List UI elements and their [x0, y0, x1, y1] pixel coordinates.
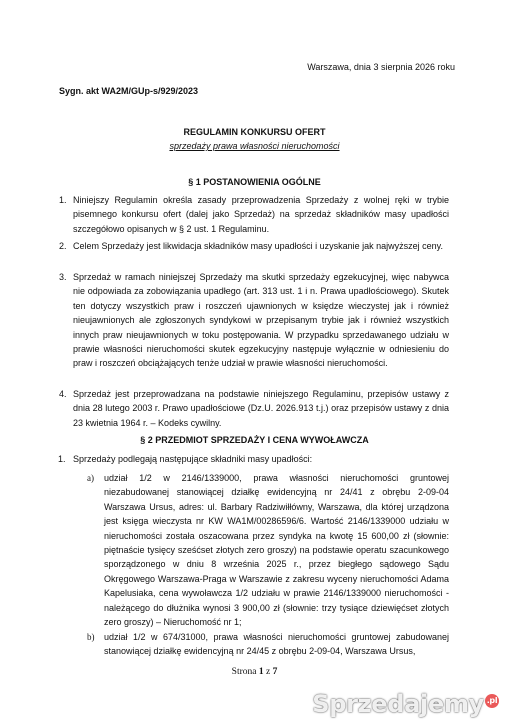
list-item: Sprzedaż jest przeprowadzana na podstawie niniejszego Regulaminu, przepisów ustawy z dnia 28 lutego 2003 r. Prawo upadłościowe (Dz.U. 2026.913 t.j.) oraz przepisów ustawy z dnia 23 kwietnia 1964 r. – Kodeks cywilny.: [73, 389, 449, 428]
list-item: Sprzedaży podlegają następujące składniki masy upadłości:: [73, 454, 313, 464]
sub-list-item: udział 1/2 w 674/31000, prawa własności nieruchomości gruntowej zabudowanej stanowiącej działkę ewidencyjną nr 24/45 z obrębu 2-09-04, Warszawa Ursus,: [104, 632, 449, 657]
section-2-heading: § 2 PRZEDMIOT SPRZEDAŻY I CENA WYWOŁAWCZA: [140, 435, 369, 445]
list-item: Sprzedaż w ramach niniejszej Sprzedaży ma skutki sprzedaży egzekucyjnej, więc nabywca nie odpowiada za zobowiązania upadłego (art. 313 ust. 1 i n. Prawa upadłościowego). Skutek ten dotyczy wszystkich praw i roszczeń ujawnionych w księdze wieczystej jak i również nieujawnionych ale zgłoszonych syndykowi w przepisanym trybie jak i również wszystkich innych praw nieujawnionych w toku postępowania. W przypadku sprzedawanego udziału w prawie własności nieruchomości skutek egzekucyjny następuje wyłącznie w odniesieniu do praw i roszczeń obciążających tenże udział w prawie własności nieruchomości.: [73, 272, 449, 369]
watermark-logo: [312, 690, 499, 718]
list-item: Niniejszy Regulamin określa zasady przeprowadzenia Sprzedaży z wolnej ręki w trybie pisemnego konkursu ofert (dalej jako Sprzedaż) na sprzedaż składników masy upadłości szczegółowo opisanych w § 2 ust. 1 Regulaminu.: [73, 195, 449, 234]
page-current: 1: [258, 667, 264, 677]
page-number: [0, 667, 509, 677]
item-number: 4.: [59, 389, 67, 399]
subitem-letter: a): [87, 473, 94, 483]
page-separator: z: [265, 667, 271, 677]
document-title: REGULAMIN KONKURSU OFERT: [183, 127, 326, 137]
place-date: Warszawa, dnia 3 sierpnia 2026 roku: [307, 62, 455, 72]
item-number: 3.: [59, 272, 67, 282]
subitem-letter: b): [87, 632, 95, 642]
case-reference: Sygn. akt WA2M/GUp-s/929/2023: [59, 86, 199, 96]
item-number: 1.: [58, 454, 66, 464]
page-label: Strona: [231, 667, 257, 677]
document-subtitle: sprzedaży prawa własności nieruchomości: [169, 141, 340, 151]
list-item: Celem Sprzedaży jest likwidacja składników masy upadłości i uzyskanie jak najwyższej ceny.: [73, 241, 443, 251]
item-number: 2.: [59, 241, 67, 251]
watermark-suffix: .pl: [485, 694, 499, 708]
item-number: 1.: [59, 195, 67, 205]
section-1-heading: § 1 POSTANOWIENIA OGÓLNE: [188, 177, 321, 187]
page-total: 7: [272, 667, 278, 677]
watermark-text: Sprzedajemy: [312, 690, 484, 718]
sub-list-item: udział 1/2 w 2146/1339000, prawa własności nieruchomości gruntowej niezabudowanej stanowiącej działkę ewidencyjną nr 24/41 z obrębu 2-09-04 Warszawa Ursus, adres: ul. Barbary Radziwiłłówny, Warszawa, dla której urządzona jest księga wieczysta nr KW WA1M/00286596/6. Wartość 2146/1339000 udziału w nieruchomości została oszacowana przez syndyka na kwotę 15 600,00 zł (słownie: piętnaście tysięcy sześćset złotych zero groszy) na podstawie operatu szacunkowego sporządzonego w dniu 8 września 2025 r., przez biegłego sądowego Sądu Okręgowego Warszawa-Praga w Warszawie z zakresu wyceny nieruchomości Adama Kapelusiaka, cena wywoławcza 1/2 udziału w prawie 2146/1339000 nieruchomości - należącego do dłużnika wynosi 3 900,00 zł (słownie: trzy tysiące dziewięćset złotych zero groszy) – Nieruchomość nr 1;: [104, 473, 449, 628]
